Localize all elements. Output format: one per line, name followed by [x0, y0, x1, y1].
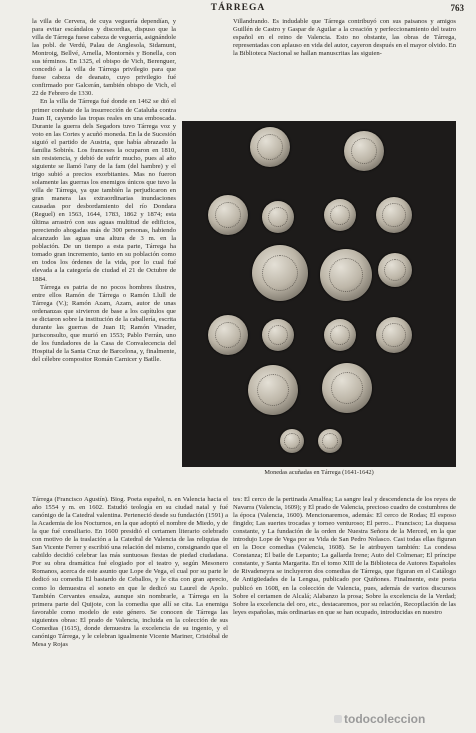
- coin-image: [252, 245, 308, 301]
- watermark-text: todocoleccion: [344, 712, 426, 726]
- paragraph: tes: El cerco de la pertinada Amalfea; La sangre leal y descendencia de los reyes de Navarra (Valencia, 1609); y El prado de Valencia, precioso cuadro de costumbres de la época (Valencia, 1600). Mencionaremos, además: El cerco de Rodas; El esposo fingido; Las suertes trocadas y torneo venturoso; El perro... Francisco; La duquesa constante, y La fundación de la orden de Nuestra Señora de la Merced, en la que introdujo Lope de Vega por su Vida de San Pedro Nolasco. Casi todas ellas figuran en la Doce comedias (Valencia, 1608). Se le atribuyen también: La condesa Constanza; El baile de Lepanto; La gallarda Irene; Auto del Colmenar; El príncipe constante, y Santa Margarita. En el tomo XIII de la Biblioteca de Autores Españoles de Rivadeneyra se incluyeron dos comedias de Tárrega, que figuran en el Catálogo de Antigüedades de la Lengua, publicado por Quiñones. Finalmente, este poeta publicó en 1608, en la colección de Valencia, pues, además de varios discursos Sobre el certamen de Alcalá; Alabanzo la prosa; Sobre la excelencia de la Verdad; Sobre la excelencia del oro, etc., destacaremos, por su relación, Recopilación de las leyes españolas, más ordinarias en que se han ocupado, introducidas en nuestro: [233, 496, 456, 616]
- coin-image: [376, 197, 412, 233]
- coin-image: [324, 199, 356, 231]
- coin-image: [376, 317, 412, 353]
- left-column: [32, 18, 176, 364]
- coin-image: [250, 127, 290, 167]
- coin-image: [262, 319, 294, 351]
- paragraph: la villa de Cervera, de cuya veguería dependían, y para evitar escándalos y discordias, dispuso que la villa de Tárrega fuese cabeza de veguería, asignándole las pobl. de Verdú, Palau de Anglesola, Sidamunt, Montroig, Bellvé, Arnella, Montornès y Bonella, con sus términos. En 1325, el obispo de Vich, Berenguer, concedió a la villa de Tárrega privilegio para que fuese cabeza de deanato, cuyo privilegio fué confirmado por Galcerán, también obispo de Vich, el 22 de Febrero de 1330.: [32, 18, 176, 98]
- page-number: 763: [450, 3, 464, 13]
- coin-image: [208, 195, 248, 235]
- coin-image: [320, 249, 372, 301]
- watermark: [334, 712, 425, 726]
- figure-caption: Monedas acuñadas en Tárrega (1641-1642): [264, 469, 374, 476]
- running-header: TÁRREGA: [210, 3, 266, 13]
- coin-image: [280, 429, 304, 453]
- paragraph: Villandrando. Es indudable que Tárrega contribuyó con sus paisanos y amigos Guillén de Castro y Gaspar de Aguilar a la creación y perfeccionamiento del teatro español en el reino de Valencia. Esto no obstante, las obras de Tárrega, representadas con aplauso en vida del autor, cayeron después en el mayor olvido. En la Biblioteca Nacional se hallan manuscritas las siguien-: [233, 18, 456, 58]
- bottom-right-column: [233, 496, 456, 617]
- coin-image: [324, 319, 356, 351]
- right-column-top: [233, 18, 456, 58]
- coin-image: [262, 201, 294, 233]
- coin-image: [208, 315, 248, 355]
- coins-photograph: [182, 121, 456, 467]
- paragraph: En la villa de Tárrega fué donde en 1462 se dió el primer combate de la insurrección de Cataluña contra Juan II, cayendo las tropas reales en una emboscada. Durante la guerra dels Segadors tuvo Tárrega voz y voto en las Cortes y acuñó moneda. En la de Sucesión siguió el partido de Austria, que había abrazado la familia Sobirés. Los franceses la ocuparon en 1810, sin resistencia, y debió de sufrir mucho, pues al año siguiente se llamó l'any de la fam (del hambre) y el trigo subió a precios exorbitantes. Mas no fueron solamente las guerras los enemigos únicos que tuvo la villa de Tárrega, ya que también la perjudicaron en gran manera las extraordinarias inundaciones causadas por desbordamiento del río Dondara (Reguel) en 1563, 1644, 1783, 1862 y 1874; esta última arrastró con sus aguas multitud de edificios, pereciendo ahogadas más de 300 personas, habiendo alcanzado las aguas una altura de 3 m. en la población. De un tiempo a esta parte, Tárrega ha tomado gran incremento, tanto en su población como en todos los órdenes de la vida, por lo cual fué elevada a la categoría de ciudad el 21 de Octubre de 1884.: [32, 98, 176, 283]
- coin-image: [318, 429, 342, 453]
- coin-image: [248, 365, 298, 415]
- logo-icon: [334, 715, 342, 723]
- paragraph: Tárrega (Francisco Agustín). Biog. Poeta español, n. en Valencia hacia el año 1554 y m. en 1602. Estudió teología en su ciudad natal y fué canónigo de la Catedral valentina. Perteneció desde su fundación (1591) a la Academia de los Nocturnos, en la que adoptó el nombre de Miedo, y de la que fué consiliario. En 1600 presidió el certamen literario celebrado con motivo de la traslación a la Catedral de Valencia de las reliquias de San Vicente Ferrer y escribió una relación del mismo, consignando que el cabildo decidió celebrar las más suntuosas fiestas de piedad ciudadana. Por su obra dramática fué elogiado por el teatro y, según Mesonero Romanos, acerca de este asunto que Lope de Vega, el cual por su parte le dedicó su comedia El bastardo de Ceballos, y le cita con gran aprecio, como lo demuestra el soneto en que le dedicó su Laurel de Apolo. También Cervantes ensalza, aunque sin nombrarle, a Tárrega en la primera parte del Quijote, con la comedia que allí se cita. La enemiga favorable como modelo de este género. Se conocen de Tárrega las siguientes obras: El prado de Valencia, incluida en la colección de sus Comedias (1615), donde demuestra la excelencia de su ingenio, y el canónigo Tárrega, y le celebran igualmente Vicente Mariner, Cristóbal de Mesa y Rojas: [32, 496, 228, 648]
- coin-image: [322, 363, 372, 413]
- bottom-left-column: [32, 496, 228, 649]
- coin-image: [344, 131, 384, 171]
- paragraph: Tárrega es patria de no pocos hombres ilustres, entre ellos Ramón de Tárrega o Ramón Llull de Tárrega (V.); Ramón Azam, Azam, autor de unas ordenanzas que sirvieron de base a los capítulos que se dictaron sobre la institución de la caballería, escrita durante las guerras de Juan II; Ramón Vinader, jurisconsulto, que murió en 1553; Pablo Ferrán, uno de los fundadores de la Casa de Convalecencia del Hospital de la Santa Cruz de Barcelona, y, finalmente, del célebre compositor Román Carnicer y Batlle.: [32, 283, 176, 363]
- coin-image: [378, 253, 412, 287]
